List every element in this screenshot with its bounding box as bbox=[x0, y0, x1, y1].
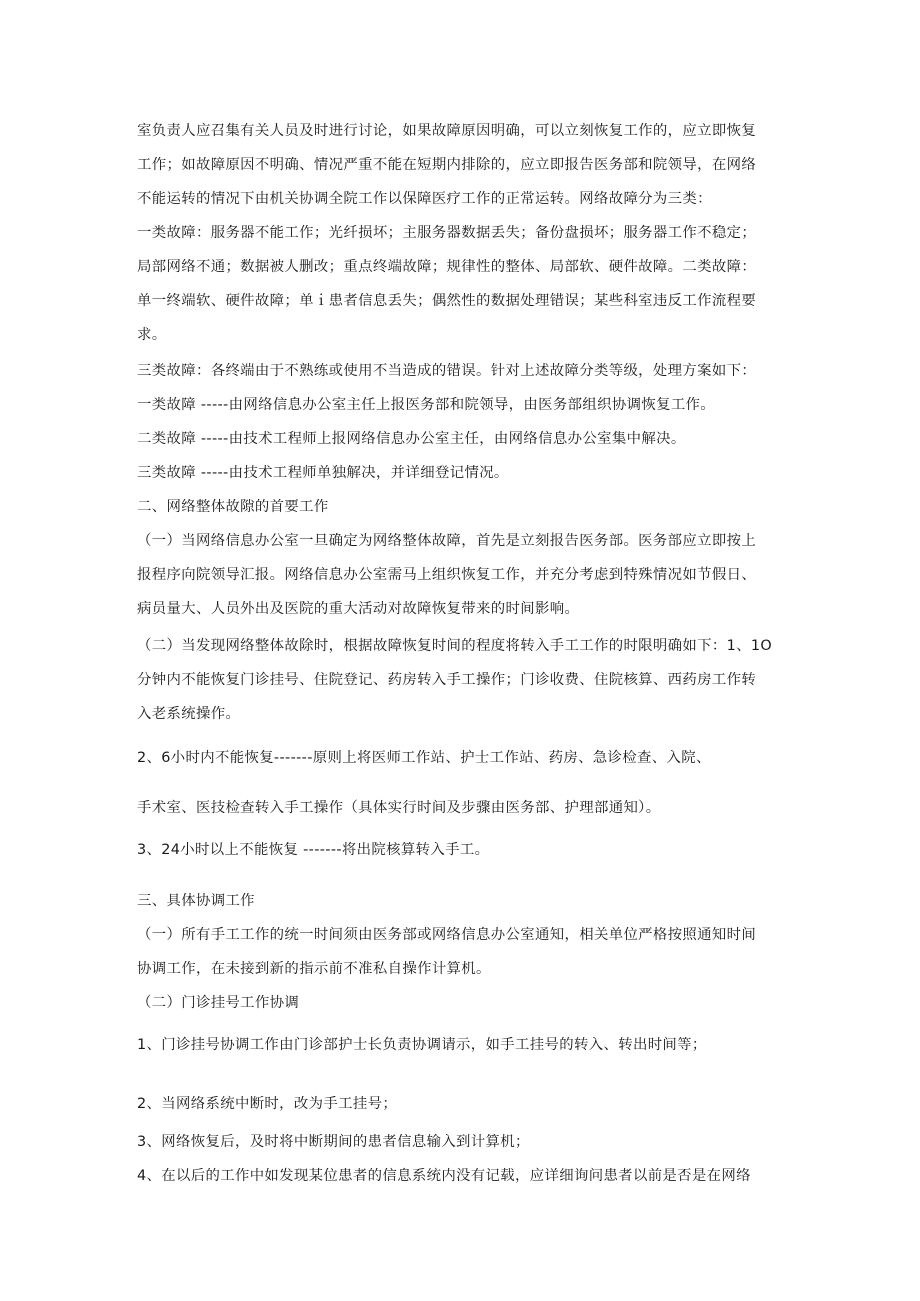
text-line: 3、24小时以上不能恢复 -------将出院核算转入手工。 bbox=[137, 842, 490, 858]
text-line: 一类故障 -----由网络信息办公室主任上报医务部和院领导，由医务部组织协调恢复工作。 bbox=[137, 397, 716, 413]
text-line: 病员量大、人员外出及医院的重大活动对故障恢复带来的时间影响。 bbox=[137, 601, 580, 617]
text-line: 单一终端软、硬件故障；单ｉ患者信息丢失；偶然性的数据处理错误；某些科室违反工作流程要 bbox=[137, 293, 757, 309]
subsection-heading: （二）门诊挂号工作协调 bbox=[137, 995, 300, 1011]
list-item: 3、网络恢复后，及时将中断期间的患者信息输入到计算机； bbox=[137, 1134, 530, 1150]
text-line: 2、6小时内不能恢复-------原则上将医师工作站、护士工作站、药房、急诊检查、入院、 bbox=[137, 750, 711, 766]
text-line: 工作；如故障原因不明确、情况严重不能在短期内排除的，应立即报告医务部和院领导，在网络 bbox=[137, 157, 757, 173]
text-line: 室负责人应召集有关人员及时进行讨论，如果故障原因明确，可以立刻恢复工作的，应立即恢复 bbox=[137, 123, 757, 139]
text-line: 不能运转的情况下由机关协调全院工作以保障医疗工作的正常运转。网络故障分为三类： bbox=[137, 191, 712, 207]
text-line: 三类故障：各终端由于不熟练或使用不当造成的错误。针对上述故障分类等级，处理方案如下： bbox=[137, 363, 757, 379]
text-line: 二类故障 -----由技术工程师上报网络信息办公室主任，由网络信息办公室集中解决。 bbox=[137, 431, 686, 447]
text-line: 手术室、医技检查转入手工操作（具体实行时间及步骤由医务部、护理部通知）。 bbox=[137, 800, 661, 816]
text-line: 求。 bbox=[137, 327, 167, 343]
text-line: 局部网络不通；数据被人删改；重点终端故障；规律性的整体、局部软、硬件故障。二类故障： bbox=[137, 259, 757, 275]
list-item: 1、门诊挂号协调工作由门诊部护士长负责协调请示，如手工挂号的转入、转出时间等； bbox=[137, 1037, 707, 1053]
text-line: 一类故障：服务器不能工作；光纤损坏；主服务器数据丢失；备份盘损坏；服务器工作不稳定； bbox=[137, 225, 757, 241]
text-line: （二）当发现网络整体故除时，根据故障恢复时间的程度将转入手工工作的时限明确如下：1、1O bbox=[137, 638, 773, 654]
text-line: （一）当网络信息办公室一旦确定为网络整体故障，首先是立刻报告医务部。医务部应立即按上 bbox=[137, 533, 757, 549]
text-line: 三类故障 -----由技术工程师单独解决，并详细登记情况。 bbox=[137, 465, 509, 481]
text-line: （一）所有手工工作的统一时间须由医务部或网络信息办公室通知，相关单位严格按照通知时间 bbox=[137, 927, 757, 943]
list-item: 4、在以后的工作中如发现某位患者的信息系统内没有记载，应详细询问患者以前是否是在网络 bbox=[137, 1168, 751, 1184]
text-line: 协调工作，在未接到新的指示前不准私自操作计算机。 bbox=[137, 961, 491, 977]
list-item: 2、当网络系统中断时，改为手工挂号； bbox=[137, 1096, 398, 1112]
text-line: 入老系统操作。 bbox=[137, 706, 241, 722]
section-heading: 三、具体协调工作 bbox=[137, 893, 255, 909]
text-line: 分钟内不能恢复门诊挂号、住院登记、药房转入手工操作；门诊收费、住院核算、西药房工作转 bbox=[137, 672, 757, 688]
text-line: 报程序向院领导汇报。网络信息办公室需马上组织恢复工作，并充分考虑到特殊情况如节假日、 bbox=[137, 567, 757, 583]
section-heading: 二、网络整体故隙的首要工作 bbox=[137, 499, 329, 515]
